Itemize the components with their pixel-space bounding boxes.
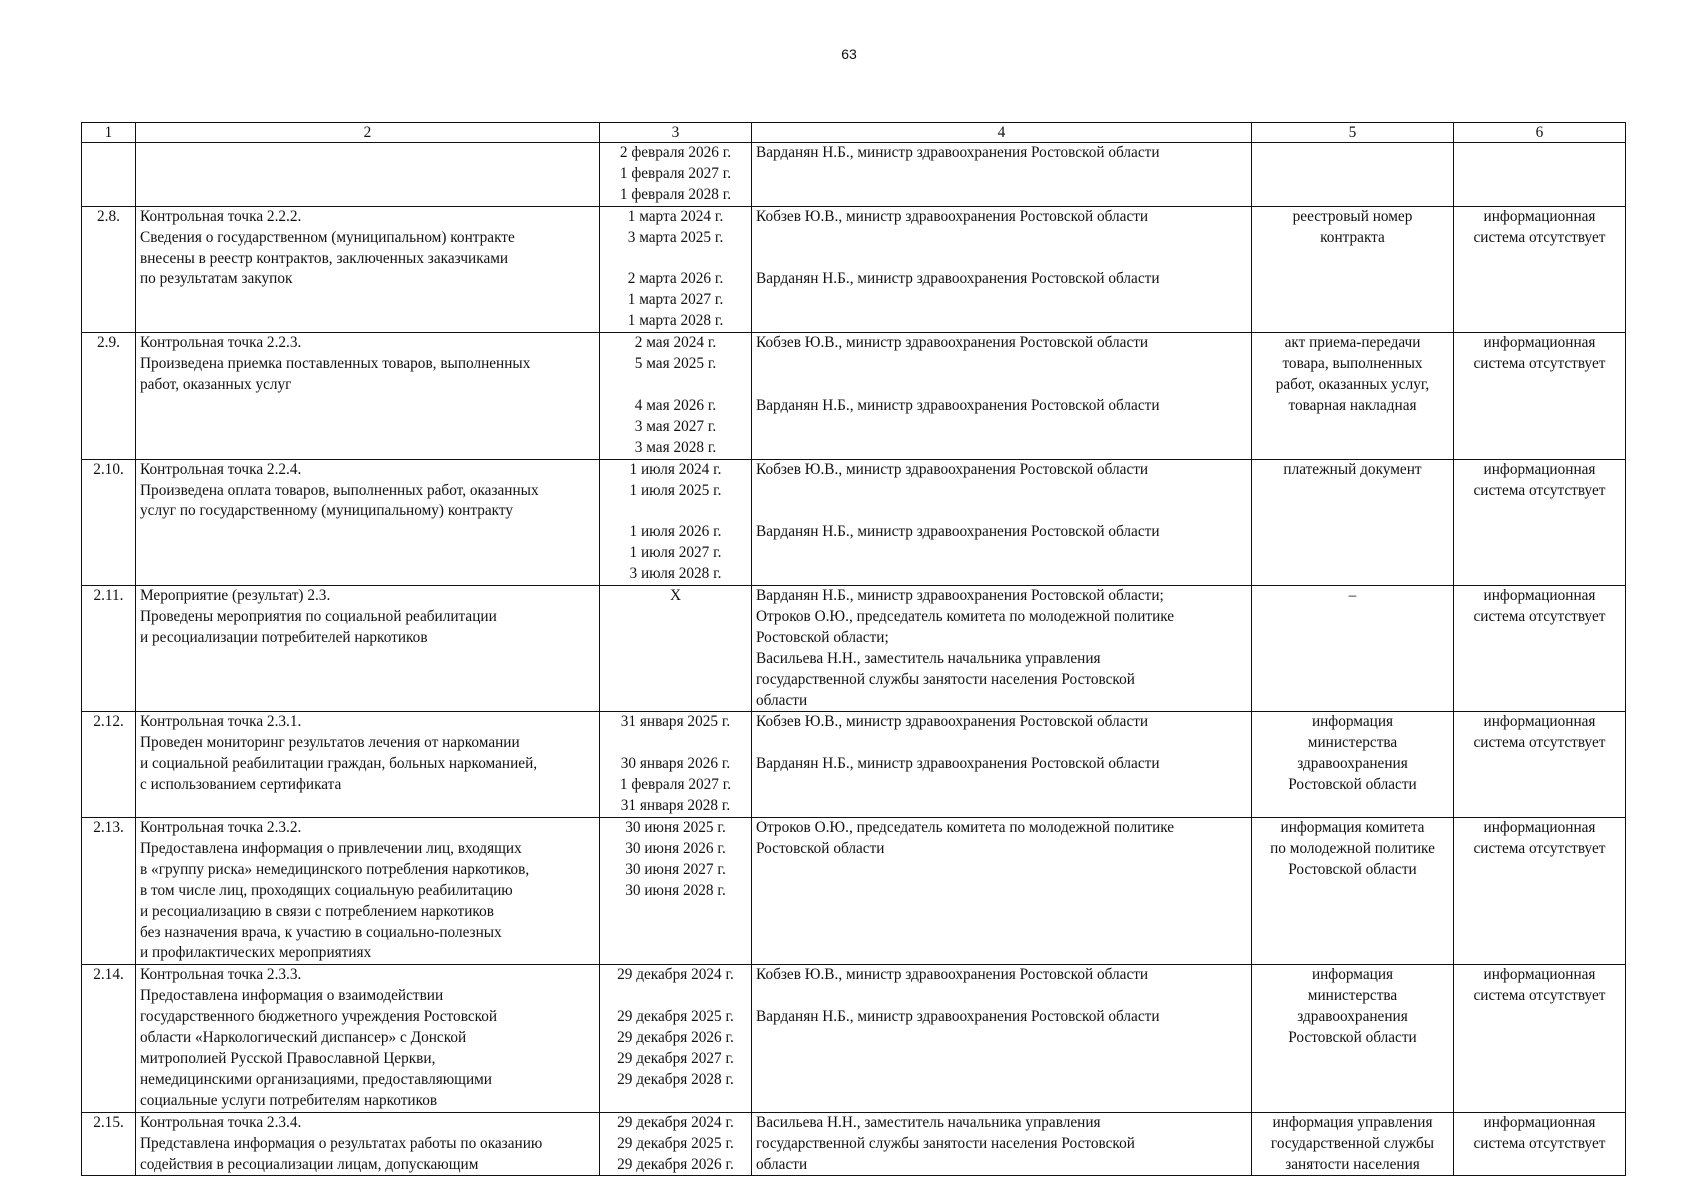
info-system-cell [1454,333,1626,459]
description-cell [136,1112,600,1176]
row-number-cell: 2.8. [82,206,136,332]
cell-line [756,481,1247,502]
responsible-cell [752,712,1252,818]
cell-line: Контрольная точка 2.2.4. [140,460,302,478]
cell-line: 3 мая 2027 г. [634,417,717,435]
cell-line: 1 марта 2027 г. [627,291,724,309]
cell-line: Произведена оплата товаров, выполненных работ, оказанных [140,481,539,499]
cell-line: Ростовской области [1288,776,1417,794]
cell-line: Контрольная точка 2.2.3. [140,334,302,352]
cell-line: и ресоциализации потребителей наркотиков [140,628,428,646]
description-cell [136,965,600,1112]
cell-line: Ростовской области [756,839,885,857]
cell-line: 3 мая 2028 г. [634,438,717,456]
cell-line: 31 января 2025 г. [620,713,731,731]
cell-line: митрополией Русской Православной Церкви, [140,1049,436,1067]
document-cell [1252,459,1454,585]
cell-line: в том числе лиц, проходящих социальную реабилитацию [140,881,513,899]
table-row [82,818,1626,965]
description-cell [136,818,600,965]
info-system-cell [1454,143,1626,207]
dates-cell [600,712,752,818]
cell-line: Кобзев Ю.В., министр здравоохранения Ростовской области [756,966,1149,984]
cell-line: 1 февраля 2027 г. [619,776,732,794]
dates-cell [600,586,752,712]
cell-line: Произведена приемка поставленных товаров, выполненных [140,355,531,373]
cell-line: – [1348,587,1357,605]
cell-line: 1 июля 2026 г. [629,523,722,541]
cell-line: информация управления [1272,1113,1433,1131]
cell-line [756,733,1247,754]
cell-line: 29 декабря 2025 г. [617,1008,734,1026]
plan-table [81,122,1626,1176]
cell-line [602,375,749,396]
cell-line: Кобзев Ю.В., министр здравоохранения Ростовской области [756,460,1149,478]
cell-line: Кобзев Ю.В., министр здравоохранения Ростовской области [756,334,1149,352]
cell-line: 29 декабря 2024 г. [617,966,734,984]
cell-line: Проведен мониторинг результатов лечения от наркомании [140,734,520,752]
cell-line: 29 декабря 2027 г. [617,1049,734,1067]
dates-cell [600,818,752,965]
document-cell [1252,818,1454,965]
cell-line: Кобзев Ю.В., министр здравоохранения Ростовской области [756,207,1149,225]
dates-cell [600,1112,752,1176]
responsible-cell [752,143,1252,207]
cell-line: области «Наркологический диспансер» с Донской [140,1029,467,1047]
info-system-cell [1454,818,1626,965]
cell-line: 2 февраля 2026 г. [619,144,732,161]
cell-line: 30 июня 2026 г. [625,839,726,857]
cell-line: с использованием сертификата [140,776,342,794]
cell-line: информация [1311,713,1394,731]
info-system-cell [1454,459,1626,585]
cell-line: и социальной реабилитации граждан, больных наркоманией, [140,755,538,773]
cell-line: информационная [1483,713,1596,731]
info-system-cell [1454,206,1626,332]
cell-line: содействия в ресоциализации лицам, допускающим [140,1155,479,1173]
cell-line: в «группу риска» немедицинского потребления наркотиков, [140,860,530,878]
table-row [82,1112,1626,1176]
cell-line: 1 марта 2028 г. [627,312,724,330]
cell-line: 2 марта 2026 г. [627,270,724,288]
cell-line: без назначения врача, к участию в социально-полезных [140,923,502,941]
cell-line: Проведены мероприятия по социальной реабилитации [140,607,497,625]
cell-line: государственной службы занятости населения Ростовской [756,1134,1135,1152]
table-body [82,143,1626,1176]
cell-line: Контрольная точка 2.2.2. [140,207,302,225]
cell-line: 29 декабря 2024 г. [617,1113,734,1131]
cell-line: Васильева Н.Н., заместитель начальника управления [756,649,1101,667]
table-row [82,206,1626,332]
cell-line: система отсутствует [1473,607,1606,625]
cell-line [756,249,1247,270]
document-cell [1252,586,1454,712]
cell-line: министерства [1307,987,1398,1005]
description-cell [136,206,600,332]
document-cell [1252,206,1454,332]
row-number-cell: 2.12. [82,712,136,818]
cell-line: министерства [1307,734,1398,752]
cell-line: 29 декабря 2028 г. [617,1070,734,1088]
cell-line: и профилактических мероприятиях [140,944,372,962]
row-number-cell: 2.14. [82,965,136,1112]
cell-line: Ростовской области [1288,860,1417,878]
description-cell [136,586,600,712]
table-row [82,586,1626,712]
cell-line: Варданян Н.Б., министр здравоохранения Ростовской области [756,396,1160,414]
cell-line: области [756,691,808,709]
cell-line [756,228,1247,249]
document-cell [1252,1112,1454,1176]
info-system-cell [1454,712,1626,818]
responsible-cell [752,206,1252,332]
cell-line: Мероприятие (результат) 2.3. [140,587,331,605]
cell-line: Представлена информация о результатах работы по оказанию [140,1134,543,1152]
document-cell [1252,333,1454,459]
cell-line: работ, оказанных услуг, [1275,375,1430,393]
cell-line: система отсутствует [1473,481,1606,499]
cell-line: Предоставлена информация о привлечении лиц, входящих [140,839,522,857]
cell-line: Варданян Н.Б., министр здравоохранения Ростовской области [756,755,1160,773]
cell-line: информационная [1483,460,1596,478]
dates-cell [600,143,752,207]
dates-cell [600,965,752,1112]
column-header: 1 [82,123,136,143]
cell-line: немедицинскими организациями, предоставляющими [140,1070,492,1088]
column-header: 2 [136,123,600,143]
cell-line: информационная [1483,1113,1596,1131]
page-number: 63 [841,46,857,62]
row-number-cell: 2.10. [82,459,136,585]
cell-line: информация [1311,966,1394,984]
cell-line: 1 февраля 2028 г. [619,185,732,203]
cell-line: области [756,1155,808,1173]
cell-line: акт приема-передачи [1284,334,1421,352]
table-row [82,333,1626,459]
cell-line: 29 декабря 2026 г. [617,1029,734,1047]
cell-line: Контрольная точка 2.3.4. [140,1113,302,1131]
cell-line: Варданян Н.Б., министр здравоохранения Ростовской области; [756,587,1164,605]
cell-line: 1 июля 2027 г. [629,544,722,562]
cell-line: 2 мая 2024 г. [634,334,717,352]
info-system-cell [1454,586,1626,712]
cell-line: работ, оказанных услуг [140,375,292,393]
cell-line [756,501,1247,522]
cell-line: Контрольная точка 2.3.2. [140,819,302,836]
cell-line: система отсутствует [1473,734,1606,752]
cell-line: 30 июня 2027 г. [625,860,726,878]
cell-line: информационная [1483,334,1596,352]
cell-line: информационная [1483,587,1596,605]
cell-line: услуг по государственному (муниципальному) контракту [140,502,514,520]
cell-line: Варданян Н.Б., министр здравоохранения Ростовской области [756,1008,1160,1026]
column-header: 4 [752,123,1252,143]
column-header: 5 [1252,123,1454,143]
dates-cell [600,333,752,459]
cell-line: X [669,587,682,605]
row-number-cell: 2.11. [82,586,136,712]
document-cell [1252,712,1454,818]
cell-line [602,733,749,754]
cell-line: Кобзев Ю.В., министр здравоохранения Ростовской области [756,713,1149,731]
cell-line: информация комитета [1280,819,1425,836]
cell-line: здравоохранения [1297,755,1408,773]
column-header: 6 [1454,123,1626,143]
responsible-cell [752,818,1252,965]
cell-line: Варданян Н.Б., министр здравоохранения Ростовской области [756,144,1160,161]
row-number-cell: 2.13. [82,818,136,965]
cell-line: Отроков О.Ю., председатель комитета по молодежной политике [756,607,1175,625]
description-cell [136,712,600,818]
dates-cell [600,206,752,332]
row-number-cell: 2.9. [82,333,136,459]
column-number-row [82,123,1626,143]
cell-line [602,501,749,522]
info-system-cell [1454,1112,1626,1176]
table-row [82,459,1626,585]
dates-cell [600,459,752,585]
cell-line: система отсутствует [1473,1134,1606,1152]
description-cell [136,143,600,207]
cell-line: Отроков О.Ю., председатель комитета по молодежной политике [756,819,1175,836]
document-cell [1252,143,1454,207]
responsible-cell [752,1112,1252,1176]
cell-line: 30 января 2026 г. [620,755,731,773]
row-number-cell [82,143,136,207]
cell-line: 4 мая 2026 г. [634,396,717,414]
cell-line: 1 февраля 2027 г. [619,164,732,182]
cell-line: Контрольная точка 2.3.1. [140,713,302,731]
cell-line: товарная накладная [1288,396,1417,414]
table-row [82,712,1626,818]
cell-line: занятости населения [1285,1155,1420,1173]
cell-line: информационная [1483,966,1596,984]
cell-line [602,986,749,1007]
description-cell [136,459,600,585]
cell-line: 29 декабря 2026 г. [617,1155,734,1173]
cell-line: 29 декабря 2025 г. [617,1134,734,1152]
cell-line: Ростовской области; [756,628,889,646]
cell-line: контракта [1320,228,1385,246]
cell-line: система отсутствует [1473,355,1606,373]
cell-line: здравоохранения [1297,1008,1408,1026]
responsible-cell [752,586,1252,712]
cell-line: Ростовской области [1288,1029,1417,1047]
cell-line: товара, выполненных [1282,355,1423,373]
info-system-cell [1454,965,1626,1112]
cell-line: 1 июля 2025 г. [629,481,722,499]
cell-line: государственной службы занятости населения Ростовской [756,670,1135,688]
cell-line [756,375,1247,396]
cell-line: 31 января 2028 г. [620,797,731,815]
cell-line [756,986,1247,1007]
cell-line: 3 марта 2025 г. [627,228,724,246]
table-row [82,965,1626,1112]
cell-line: социальные услуги потребителям наркотиков [140,1091,438,1109]
cell-line: система отсутствует [1473,987,1606,1005]
cell-line: Варданян Н.Б., министр здравоохранения Ростовской области [756,523,1160,541]
cell-line: 30 июня 2025 г. [625,819,726,836]
cell-line: внесены в реестр контрактов, заключенных заказчиками [140,249,509,267]
cell-line: Васильева Н.Н., заместитель начальника управления [756,1113,1101,1131]
cell-line: по молодежной политике [1270,839,1435,857]
cell-line: информационная [1483,819,1596,836]
cell-line: и ресоциализацию в связи с потреблением наркотиков [140,902,494,920]
cell-line: информационная [1483,207,1596,225]
cell-line: реестровый номер [1292,207,1413,225]
cell-line: Предоставлена информация о взаимодействии [140,987,444,1005]
cell-line: Варданян Н.Б., министр здравоохранения Ростовской области [756,270,1160,288]
column-header: 3 [600,123,752,143]
cell-line: 1 марта 2024 г. [627,207,724,225]
responsible-cell [752,459,1252,585]
responsible-cell [752,333,1252,459]
cell-line [756,354,1247,375]
cell-line: система отсутствует [1473,228,1606,246]
cell-line: по результатам закупок [140,270,293,288]
responsible-cell [752,965,1252,1112]
document-cell [1252,965,1454,1112]
row-number-cell: 2.15. [82,1112,136,1176]
cell-line: государственного бюджетного учреждения Ростовской [140,1008,498,1026]
cell-line: Сведения о государственном (муниципальном) контракте [140,228,515,246]
cell-line: система отсутствует [1473,839,1606,857]
description-cell [136,333,600,459]
cell-line: 1 июля 2024 г. [629,460,722,478]
cell-line: 3 июля 2028 г. [629,565,722,583]
cell-line: 30 июня 2028 г. [625,881,726,899]
cell-line: 5 мая 2025 г. [634,355,717,373]
cell-line: государственной службы [1270,1134,1435,1152]
cell-line: Контрольная точка 2.3.3. [140,966,302,984]
cell-line [602,249,749,270]
cell-line: платежный документ [1283,460,1422,478]
table-row [82,143,1626,207]
